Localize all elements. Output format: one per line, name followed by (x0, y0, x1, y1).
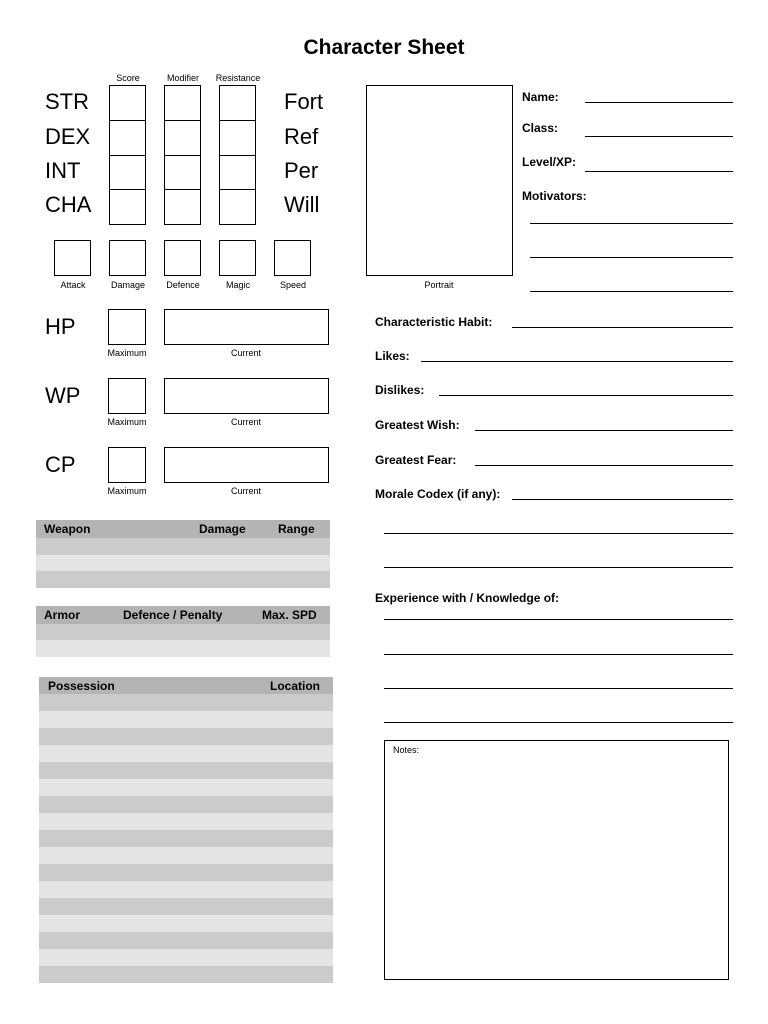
motivators-field-3[interactable] (530, 291, 733, 292)
magic-box[interactable] (219, 240, 256, 276)
speed-box[interactable] (274, 240, 311, 276)
modifier-header: Modifier (166, 73, 199, 83)
fear-field[interactable] (475, 465, 733, 466)
dex-modifier-box[interactable] (164, 120, 201, 156)
codex-field-1[interactable] (512, 499, 733, 500)
save-label-per: Per (284, 158, 319, 183)
experience-field-2[interactable] (384, 654, 733, 655)
defence-box[interactable] (164, 240, 201, 276)
fear-label: Greatest Fear: (375, 453, 457, 467)
damage-box[interactable] (109, 240, 146, 276)
table-row[interactable] (39, 711, 333, 728)
table-row[interactable] (39, 949, 333, 966)
attr-label-dex: DEX (45, 124, 91, 149)
magic-label: Magic (225, 280, 250, 290)
table-row[interactable] (39, 830, 333, 847)
weapon-table-header (36, 520, 330, 538)
cp-max-label: Maximum (107, 486, 147, 496)
possession-table-header (39, 677, 333, 694)
armor-col-header: Armor (44, 608, 81, 622)
likes-field[interactable] (421, 361, 733, 362)
dex-score-box[interactable] (109, 120, 146, 156)
hp-max-label: Maximum (107, 348, 147, 358)
cp-current-label: Current (230, 486, 261, 496)
wish-field[interactable] (475, 430, 733, 431)
table-row[interactable] (36, 571, 330, 588)
codex-field-2[interactable] (384, 533, 733, 534)
level-xp-field[interactable] (585, 171, 733, 172)
save-label-ref: Ref (284, 124, 319, 149)
class-label: Class: (522, 121, 559, 135)
attr-label-int: INT (45, 158, 81, 183)
page-title: Character Sheet (303, 36, 465, 59)
table-row[interactable] (39, 728, 333, 745)
class-field[interactable] (585, 136, 733, 137)
attack-box[interactable] (54, 240, 91, 276)
table-row[interactable] (39, 847, 333, 864)
table-row[interactable] (39, 762, 333, 779)
hp-max-box[interactable] (108, 309, 146, 345)
table-row[interactable] (36, 640, 330, 657)
str-modifier-box[interactable] (164, 85, 201, 121)
experience-field-3[interactable] (384, 688, 733, 689)
cp-current-box[interactable] (164, 447, 329, 483)
armor-defence-col-header: Defence / Penalty (123, 608, 223, 622)
table-row[interactable] (39, 932, 333, 949)
attack-label: Attack (60, 280, 86, 290)
portrait-box[interactable] (366, 85, 513, 276)
table-row[interactable] (39, 966, 333, 983)
weapon-range-col-header: Range (278, 522, 315, 536)
armor-table-header (36, 606, 330, 624)
table-row[interactable] (36, 538, 330, 555)
name-field[interactable] (585, 102, 733, 103)
portrait-label: Portrait (424, 280, 454, 290)
save-label-will: Will (284, 192, 320, 217)
notes-label: Notes: (393, 745, 420, 755)
habit-label: Characteristic Habit: (375, 315, 493, 329)
hp-current-label: Current (230, 348, 261, 358)
motivators-field-1[interactable] (530, 223, 733, 224)
table-row[interactable] (39, 694, 333, 711)
defence-label: Defence (166, 280, 200, 290)
cp-max-box[interactable] (108, 447, 146, 483)
experience-field-1[interactable] (384, 619, 733, 620)
experience-field-4[interactable] (384, 722, 733, 723)
fort-resistance-box[interactable] (219, 85, 256, 121)
per-resistance-box[interactable] (219, 155, 256, 191)
motivators-field-2[interactable] (530, 257, 733, 258)
table-row[interactable] (39, 813, 333, 830)
table-row[interactable] (39, 881, 333, 898)
armor-spd-col-header: Max. SPD (262, 608, 317, 622)
notes-box[interactable] (384, 740, 729, 980)
experience-label: Experience with / Knowledge of: (375, 591, 560, 605)
will-resistance-box[interactable] (219, 189, 256, 225)
likes-label: Likes: (375, 349, 410, 363)
location-col-header: Location (270, 679, 320, 693)
hp-current-box[interactable] (164, 309, 329, 345)
cha-modifier-box[interactable] (164, 189, 201, 225)
wish-label: Greatest Wish: (375, 418, 460, 432)
table-row[interactable] (39, 898, 333, 915)
int-score-box[interactable] (109, 155, 146, 191)
resistance-header: Resistance (215, 73, 261, 83)
attr-label-cha: CHA (45, 192, 92, 217)
table-row[interactable] (39, 915, 333, 932)
int-modifier-box[interactable] (164, 155, 201, 191)
wp-current-box[interactable] (164, 378, 329, 414)
dislikes-label: Dislikes: (375, 383, 425, 397)
name-label: Name: (522, 90, 559, 104)
save-label-fort: Fort (284, 89, 324, 114)
level-xp-label: Level/XP: (522, 155, 577, 169)
cha-score-box[interactable] (109, 189, 146, 225)
speed-label: Speed (279, 280, 307, 290)
weapon-col-header: Weapon (44, 522, 91, 536)
motivators-label: Motivators: (522, 189, 587, 203)
habit-field[interactable] (512, 327, 733, 328)
table-row[interactable] (36, 624, 330, 640)
wp-current-label: Current (230, 417, 261, 427)
damage-label: Damage (110, 280, 146, 290)
codex-field-3[interactable] (384, 567, 733, 568)
table-row[interactable] (39, 745, 333, 762)
weapon-damage-col-header: Damage (199, 522, 246, 536)
hp-label: HP (45, 314, 76, 339)
table-row[interactable] (39, 864, 333, 881)
wp-label: WP (45, 383, 81, 408)
possession-col-header: Possession (48, 679, 115, 693)
cp-label: CP (45, 452, 76, 477)
wp-max-label: Maximum (107, 417, 147, 427)
str-score-box[interactable] (109, 85, 146, 121)
ref-resistance-box[interactable] (219, 120, 256, 156)
wp-max-box[interactable] (108, 378, 146, 414)
table-row[interactable] (36, 555, 330, 571)
dislikes-field[interactable] (439, 395, 733, 396)
codex-label: Morale Codex (if any): (375, 487, 501, 501)
attr-label-str: STR (45, 89, 89, 114)
table-row[interactable] (39, 796, 333, 813)
score-header: Score (116, 73, 140, 83)
table-row[interactable] (39, 779, 333, 796)
